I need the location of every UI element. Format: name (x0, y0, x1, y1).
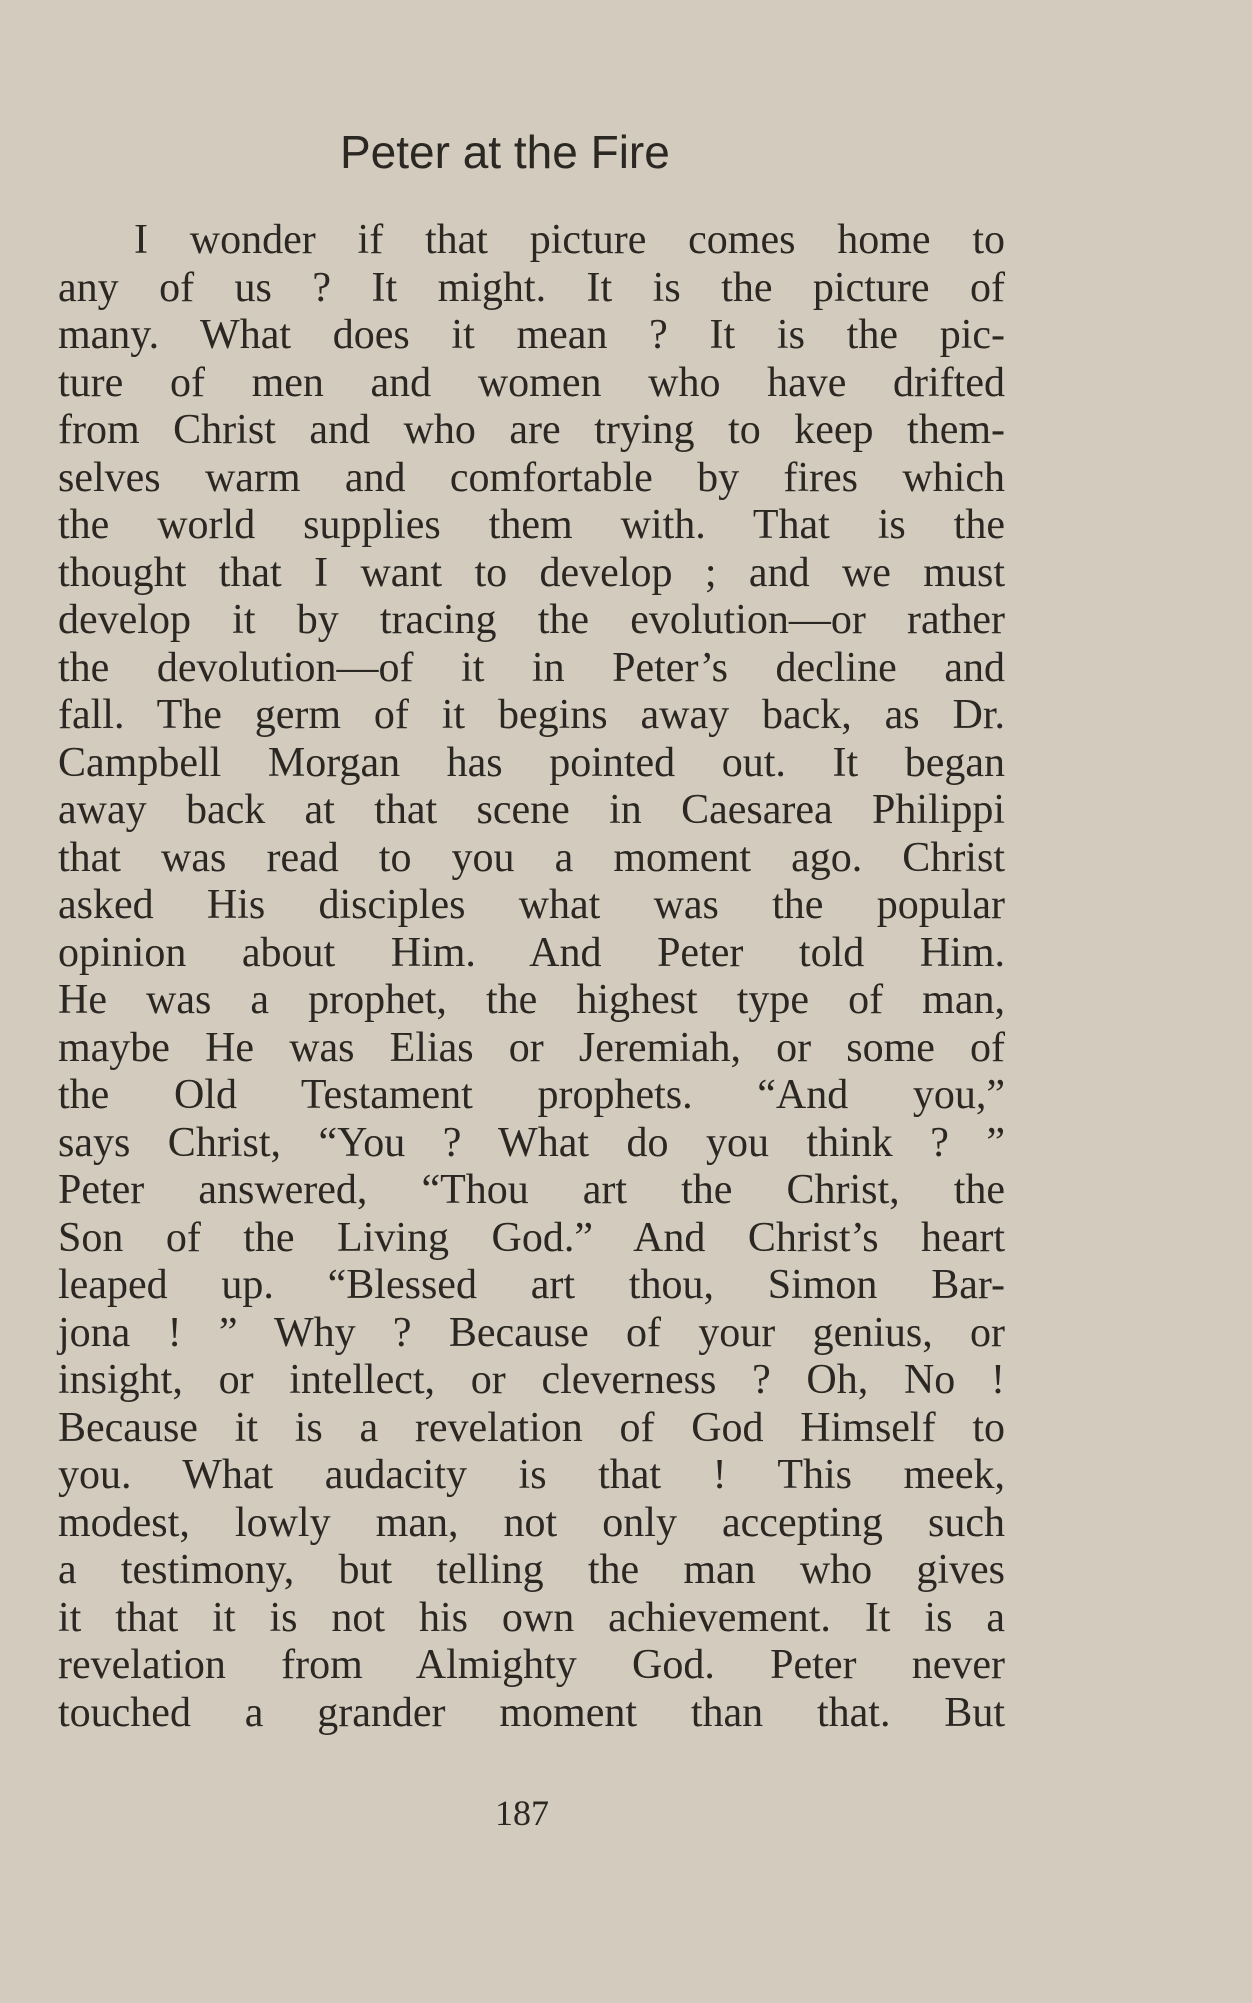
text-line: fall. The germ of it begins away back, as Dr. (58, 692, 1005, 738)
text-line: the world supplies them with. That is the (58, 502, 1005, 548)
text-line: Son of the Living God.” And Christ’s heart (58, 1214, 1005, 1261)
text-line: modest, lowly man, not only accepting such (58, 1499, 1005, 1546)
text-line: a testimony, but telling the man who gives (58, 1547, 1005, 1593)
text-line: from Christ and who are trying to keep them- (58, 407, 1005, 453)
text-line: develop it by tracing the evolution—or rather (58, 597, 1005, 643)
text-line: revelation from Almighty God. Peter never (58, 1642, 1005, 1688)
text-line: He was a prophet, the highest type of man, (58, 977, 1005, 1023)
text-line: away back at that scene in Caesarea Philippi (58, 787, 1005, 833)
text-line: maybe He was Elias or Jeremiah, or some of (58, 1024, 1005, 1071)
text-line: leaped up. “Blessed art thou, Simon Bar- (58, 1262, 1005, 1308)
text-line: jona ! ” Why ? Because of your genius, or (58, 1309, 1005, 1356)
text-line: the devolution—of it in Peter’s decline and (58, 644, 1005, 691)
body-text (58, 217, 1005, 1737)
text-line: the Old Testament prophets. “And you,” (58, 1072, 1005, 1118)
text-line: that was read to you a moment ago. Christ (58, 834, 1005, 881)
text-line: any of us ? It might. It is the picture of (58, 264, 1005, 311)
text-line: says Christ, “You ? What do you think ? ” (58, 1119, 1005, 1166)
text-line: thought that I want to develop ; and we must (58, 549, 1005, 596)
text-line: I wonder if that picture comes home to (134, 217, 1005, 263)
text-line: opinion about Him. And Peter told Him. (58, 929, 1005, 976)
text-line: ture of men and women who have drifted (58, 359, 1005, 406)
text-line: Because it is a revelation of God Himself to (58, 1404, 1005, 1451)
text-line: insight, or intellect, or cleverness ? Oh, No ! (58, 1357, 1005, 1403)
page-number: 187 (495, 1793, 549, 1833)
text-line: many. What does it mean ? It is the pic- (58, 312, 1005, 358)
text-line: Campbell Morgan has pointed out. It began (58, 739, 1005, 786)
text-line: Peter answered, “Thou art the Christ, the (58, 1167, 1005, 1213)
text-line: you. What audacity is that ! This meek, (58, 1452, 1005, 1498)
page-title: Peter at the Fire (340, 126, 670, 178)
text-line: selves warm and comfortable by fires which (58, 454, 1005, 501)
text-line: it that it is not his own achievement. It is a (58, 1594, 1005, 1641)
text-line: asked His disciples what was the popular (58, 882, 1005, 928)
text-line: touched a grander moment than that. But (58, 1689, 1005, 1736)
